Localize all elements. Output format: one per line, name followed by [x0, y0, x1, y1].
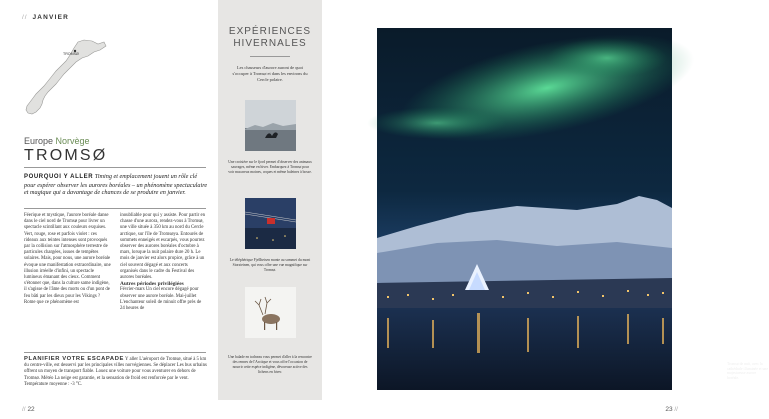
tromso-aurora-photo — [377, 28, 672, 390]
whale-photo — [245, 100, 296, 151]
body-paragraph: Féerique et mystique, l'aurore boréale danse dans le ciel nord de Tromsø pour livrer un spectacle scintillant aux couleurs exquises. Vert, rouge, rose et parfois violet : ces rideaux aux teintes intenses sont provoqués par la collision sur l'atmosphère terrestre de particules chargées, issues de tempêtes solaires. Mais, pour nous, une aurore boréale évoque une manifestation extraordinaire, une illusion irréelle d'infini, un spectacle lumineux émanant des cieux. Comment s'étonner que, dans la culture same indigène, il s'agisse de l'âme des morts ou d'un pont de feu bâti par les dieux pour les Vikings ? Rome que ce phénomène est — [24, 213, 111, 305]
folio-left — [22, 406, 35, 413]
section-header — [22, 14, 69, 21]
reindeer-photo — [245, 287, 296, 338]
norway-map — [18, 36, 108, 121]
page-number-left: 22 — [27, 406, 35, 413]
lede-text: Timing et emplacement jouent un rôle clé pour espérer observer les aurores boréales – un phénomène spectaculaire et magique qui a davantage de chances de se produire en janvier. — [24, 173, 208, 197]
body-column-1 — [24, 213, 111, 306]
region-country: Norvège — [55, 136, 90, 146]
experiences-sidebar — [218, 0, 322, 400]
sidebar-caption-cablecar: Le téléphérique Fjellheisen monte au sommet du mont Storsteinen, qui vous offre une vue magnifique sur Tromsø. — [229, 258, 311, 272]
region-continent: Europe — [24, 136, 54, 146]
cable-car-icon — [267, 218, 275, 224]
body-column-2 — [120, 213, 207, 312]
left-page — [0, 0, 350, 419]
section-title: JANVIER — [32, 14, 70, 21]
plan-divider — [24, 352, 206, 353]
page-number-right: 23 — [665, 406, 673, 413]
region-line — [24, 136, 90, 146]
folio-right — [665, 406, 678, 413]
map-city-label: TROMSØ — [63, 52, 79, 56]
plan-label: PLANIFIER VOTRE ESCAPADE — [24, 356, 124, 362]
lede-label: POURQUOI Y ALLER — [24, 174, 94, 180]
sidebar-caption-cruise: Une croisière sur le fjord permet d'observer des animaux sauvages, même en hiver. Embarquez à Tromsø pour voir macareux moines, orques et même baleines à bosse. — [228, 160, 312, 174]
lede — [24, 173, 208, 197]
other-periods-text: Février-mars Un ciel encore dégagé pour observer une aurore boréale. Mai-juillet L'enchanteur soleil de minuit offre près de 24 heures de — [120, 287, 202, 312]
body-paragraph: inoubliable pour qui y assiste. Pour partir en chasse d'une aurora, rendez-vous à Tromsø, une ville située à 350 km au nord du Cercle arctique, sur l'île de Tromsøya. Entourés de sommets enneigés et escarpés, vous pourrez observer des aurores boréales d'octobre à mars, lorsque la nuit polaire dure 20 h. Le mois de janvier est alors propice, grâce à un ciel souvent dégagé et aux concerts organisés dans le cadre du Festival des aurores boréales. — [120, 213, 205, 281]
sidebar-caption-sled: Une balade en traîneau vous permet d'aller à la rencontre des rennes de l'Arctique et vous offre l'occasion de nourrir cette espèce indigène, dévoreuse active des lichens en hiver. — [228, 355, 312, 374]
city-title: TROMSØ — [24, 147, 108, 164]
header-separator: // — [22, 14, 28, 21]
folio-right-separator: // — [674, 406, 678, 413]
right-page — [350, 0, 769, 419]
plan-text: Y aller L'aéroport de Tromsø, situé à 5 km du centre-ville, est desservi par les principales villes norvégiennes. Se déplacer Les bus urbains offrent un moyen de transport fiable. Louez une voiture pour vous aventurer en dehors de Tromsø. Météo La neige est garantie, et la sensation de froid est renforcée par le vent. Température moyenne : -3 °C. — [24, 357, 207, 387]
plan-box — [24, 356, 210, 388]
sidebar-title-line1: EXPÉRIENCES — [228, 26, 312, 37]
sidebar-intro: Les chasseurs d'aurore auront de quoi s'occuper à Tromsø et dans les environs du Cercle polaire. — [232, 65, 308, 82]
photo-caption: Tromsø de nuit, avec la cathédrale illuminée et une majestueuse aurore boréale. — [727, 362, 769, 380]
sidebar-title-line2: HIVERNALES — [233, 38, 307, 49]
cable-car-photo — [245, 198, 296, 249]
sidebar-divider — [250, 56, 290, 57]
folio-left-separator: // — [22, 406, 26, 413]
lede-divider — [24, 208, 206, 209]
other-periods-subhead: Autres périodes privilégiées — [120, 281, 184, 288]
title-divider — [24, 167, 206, 168]
